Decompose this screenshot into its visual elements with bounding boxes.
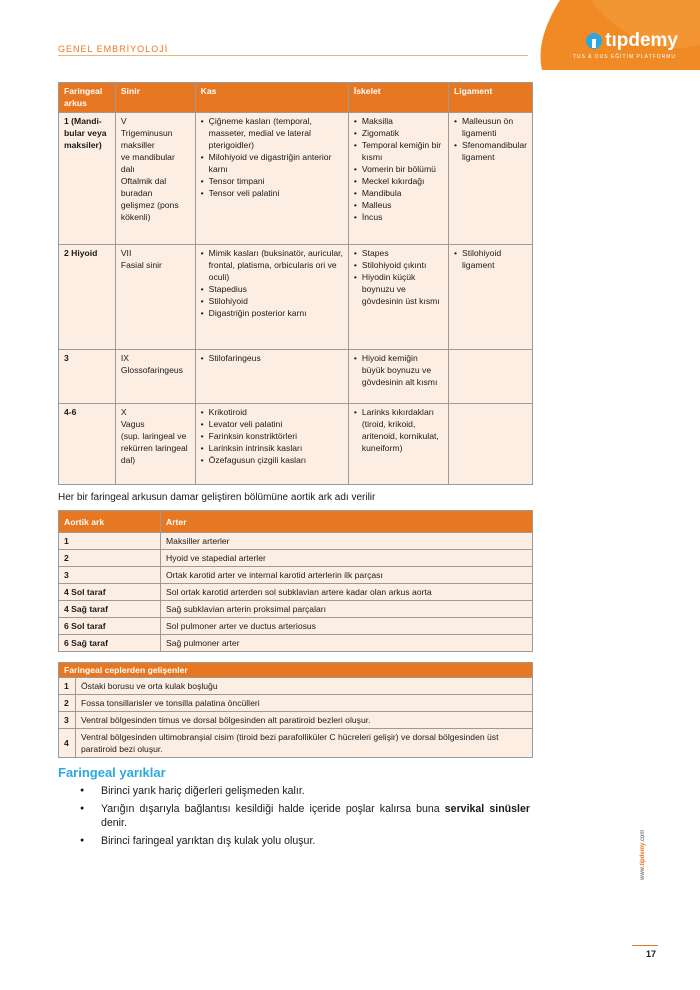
col-header: Ligament [448, 83, 532, 113]
table-row [59, 550, 533, 567]
nerve-line: Oftalmik dal buradan [120, 176, 167, 198]
list-item: • Hiyodin küçük boynuzu ve gövdesinin üst kısmı [354, 271, 443, 307]
table-row [59, 635, 533, 652]
nerve-line: X [120, 407, 127, 417]
list-item: ● Birinci yarık hariç diğerleri gelişmeden kalır. [80, 784, 530, 799]
col-header: Aortik ark [59, 511, 161, 533]
table-header-row [59, 83, 533, 113]
table-header-row [59, 663, 533, 678]
pouch-text: Fossa tonsillarisler ve tonsilla palatina öncülleri [76, 695, 533, 712]
nerve-line: Vagus [120, 419, 145, 429]
table-header-row [59, 511, 533, 533]
arc-cell: 1 [59, 533, 161, 550]
list-item: • Levator veli palatini [201, 418, 343, 430]
nerve-cell [115, 113, 195, 245]
list-item: • Tensor veli palatini [201, 187, 343, 199]
list-item: • Tensor timpani [201, 175, 343, 187]
arc-cell: 4 Sol taraf [59, 584, 161, 601]
artery-cell: Sağ pulmoner arter [161, 635, 533, 652]
muscle-cell [195, 245, 348, 350]
list-item: • Zigomatik [354, 127, 443, 139]
arch-cell: 4-6 [59, 404, 116, 485]
nerve-line: V [120, 116, 127, 126]
list-item: • Larinks kıkırdakları (tiroid, krikoid, aritenoid, kornikulat, kuneiform) [354, 406, 443, 454]
list-item: • Vomerin bir bölümü [354, 163, 443, 175]
arch-cell: 1 (Mandi- bular veya maksiler) [59, 113, 116, 245]
list-item: • Milohiyoid ve digastriğin anterior karnı [201, 151, 343, 175]
arc-cell: 3 [59, 567, 161, 584]
list-item: • Stilofaringeus [201, 352, 343, 364]
nerve-line: Fasial sinir [120, 260, 162, 270]
skeleton-cell [348, 245, 448, 350]
logo-subtitle: TUS & DUS EĞİTİM PLATFORMU [572, 54, 676, 60]
cleft-bullet-list [80, 784, 530, 851]
pouch-number: 2 [59, 695, 76, 712]
pharyngeal-pouch-table [58, 662, 533, 758]
ligament-cell [448, 350, 532, 404]
pharyngeal-arch-table [58, 82, 533, 485]
table-row [59, 404, 533, 485]
section-title: Faringeal yarıklar [58, 765, 166, 780]
muscle-cell [195, 113, 348, 245]
list-item: • İncus [354, 211, 443, 223]
list-item: • Malleusun ön ligamenti [454, 115, 527, 139]
list-item: • Mimik kasları (buksinatör, auricular, frontal, platisma, orbicularis ori ve oculi) [201, 247, 343, 283]
col-header: Sinir [115, 83, 195, 113]
table-row [59, 350, 533, 404]
pouch-number: 3 [59, 712, 76, 729]
nerve-cell [115, 350, 195, 404]
bold-term: servikal sinüsler [444, 802, 530, 815]
artery-cell: Sol pulmoner arter ve ductus arteriosus [161, 618, 533, 635]
table-row [59, 729, 533, 758]
list-item: • Stapes [354, 247, 443, 259]
arch-cell: 2 Hiyoid [59, 245, 116, 350]
table-row [59, 618, 533, 635]
arch-cell: 3 [59, 350, 116, 404]
table-row [59, 567, 533, 584]
url-brand: tipdemy [640, 842, 646, 866]
artery-cell: Maksiller arterler [161, 533, 533, 550]
muscle-cell [195, 350, 348, 404]
nerve-line: Glossofaringeus [120, 365, 183, 375]
col-header: Faringeal ceplerden gelişenler [59, 663, 533, 678]
list-item: • Meckel kıkırdağı [354, 175, 443, 187]
list-item: • Stapedius [201, 283, 343, 295]
list-item: • Krikotiroid [201, 406, 343, 418]
table-row [59, 601, 533, 618]
pouch-number: 4 [59, 729, 76, 758]
bullet-text: Yarığın dışarıyla bağlantısı kesildiği halde içeride poşlar kalırsa buna [101, 802, 445, 815]
website-url[interactable] [640, 830, 646, 880]
ligament-cell [448, 404, 532, 485]
artery-cell: Hyoid ve stapedial arterler [161, 550, 533, 567]
nerve-cell [115, 245, 195, 350]
ligament-cell [448, 245, 532, 350]
aortic-arch-table [58, 510, 533, 652]
list-item: • Sfenomandibular ligament [454, 139, 527, 163]
list-item: • Digastriğin posterior karnı [201, 307, 343, 319]
bullet-text: denir. [101, 817, 127, 829]
table-row [59, 584, 533, 601]
list-item: • Stilohiyoid [201, 295, 343, 307]
pouch-text: Ventral bölgesinden timus ve dorsal bölgesinden alt paratiroid bezleri oluşur. [76, 712, 533, 729]
arc-cell: 6 Sol taraf [59, 618, 161, 635]
page-number: 17 [646, 949, 657, 959]
nerve-line: ve mandibular dalı [120, 152, 175, 174]
list-item: ● Birinci faringeal yarıktan dış kulak yolu oluşur. [80, 834, 530, 849]
page-number-divider [632, 945, 658, 946]
col-header: İskelet [348, 83, 448, 113]
skeleton-cell [348, 404, 448, 485]
pouch-text: Östaki borusu ve orta kulak boşluğu [76, 678, 533, 695]
logo-icon [586, 33, 602, 49]
aortic-arch-intro: Her bir faringeal arkusun damar geliştiren bölümüne aortik ark adı verilir [58, 492, 376, 503]
list-item: • Hiyoid kemiğin büyük boynuzu ve gövdesinin alt kısmı [354, 352, 443, 388]
list-item: • Maksilla [354, 115, 443, 127]
artery-cell: Sol ortak karotid arterden sol subklavian artere kadar olan arkus aorta [161, 584, 533, 601]
list-item [80, 802, 530, 831]
col-header: Arter [161, 511, 533, 533]
pouch-text: Ventral bölgesinden ultimobranşial cisim (tiroid bezi parafolliküler C hücreleri gelişir) ve dorsal bölgesinden üst paratiroid bezi oluşur. [76, 729, 533, 758]
url-part: .com [640, 829, 646, 843]
list-item: • Malleus [354, 199, 443, 211]
table-row [59, 533, 533, 550]
list-item: • Farinksin konstriktörleri [201, 430, 343, 442]
logo-text: tıpdemy [605, 30, 678, 51]
arc-cell: 4 Sağ taraf [59, 601, 161, 618]
col-header: Faringeal arkus [59, 83, 116, 113]
arc-cell: 2 [59, 550, 161, 567]
table-row [59, 678, 533, 695]
ligament-cell [448, 113, 532, 245]
pouch-number: 1 [59, 678, 76, 695]
artery-cell: Ortak karotid arter ve internal karotid arterlerin ilk parçası [161, 567, 533, 584]
col-header: Kas [195, 83, 348, 113]
list-item: • Çiğneme kasları (temporal, masseter, medial ve lateral pterigoidler) [201, 115, 343, 151]
arc-cell: 6 Sağ taraf [59, 635, 161, 652]
list-item: • Stilohiyoid ligament [454, 247, 527, 271]
list-item: • Mandibula [354, 187, 443, 199]
brand-logo[interactable] [586, 30, 678, 52]
table-row [59, 695, 533, 712]
nerve-cell [115, 404, 195, 485]
skeleton-cell [348, 113, 448, 245]
skeleton-cell [348, 350, 448, 404]
nerve-line: gelişmez (pons kökenli) [120, 200, 179, 222]
url-part: www. [640, 865, 646, 880]
header-divider [58, 55, 528, 56]
section-label: GENEL EMBRİYOLOJİ [58, 44, 169, 54]
nerve-line: (sup. laringeal ve [120, 431, 187, 441]
artery-cell: Sağ subklavian arterin proksimal parçaları [161, 601, 533, 618]
muscle-cell [195, 404, 348, 485]
nerve-line: IX [120, 353, 129, 363]
list-item: • Larinksin intrinsik kasları [201, 442, 343, 454]
table-row [59, 712, 533, 729]
nerve-line: Trigeminusun maksiller [120, 128, 173, 150]
list-item: • Temporal kemiğin bir kısmı [354, 139, 443, 163]
list-item: • Stilohiyoid çıkıntı [354, 259, 443, 271]
list-item: • Özefagusun çizgili kasları [201, 454, 343, 466]
nerve-line: rekürren laringeal dal) [120, 443, 188, 465]
table-row [59, 113, 533, 245]
nerve-line: VII [120, 248, 132, 258]
table-row [59, 245, 533, 350]
